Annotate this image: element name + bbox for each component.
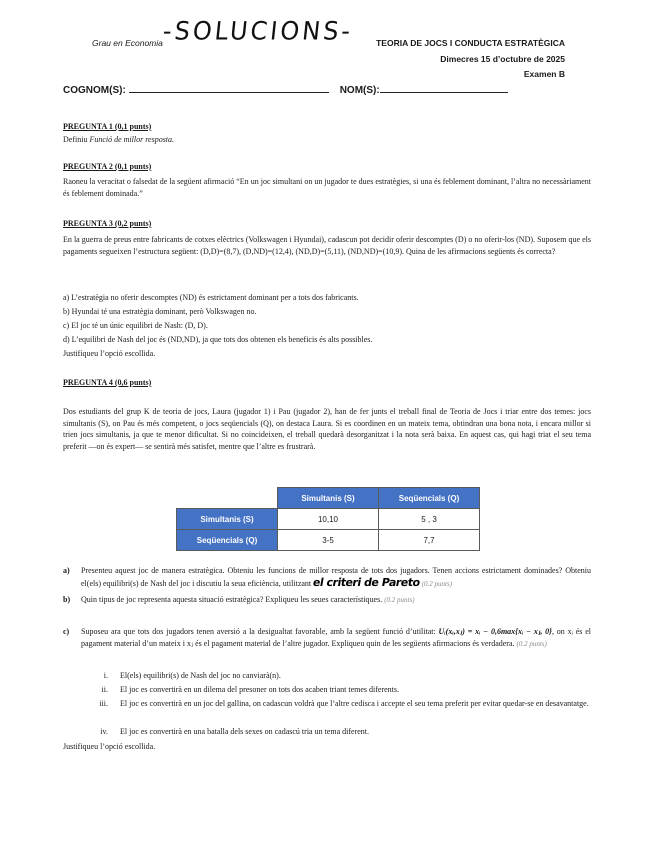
- question-2-title: PREGUNTA 2 (0,1 punts): [63, 162, 152, 171]
- question-4a: [63, 565, 591, 590]
- col-header-sequencials: Seqüencials (Q): [379, 488, 480, 509]
- question-4a-points: (0.2 punts): [421, 579, 453, 588]
- table-row: [177, 530, 480, 551]
- question-4-text: Dos estudiants del grup K de teoria de jocs, Laura (jugador 1) i Pau (jugador 2), han de fer junts el treball final de Teoria de Jocs i triar entre dos temes: jocs simultanis (S), on Pau és més competent, o jocs seqüencials (Q), on destaca Laura. Si es coordinen en un mateix tema, obtindran una bona nota, i encara millor si trien jocs simultanis, ja que te menor dificultat. Si no coincideixen, el treball quedarà desorganitzat i la nota serà baixa. En aquest cas, qui hagi triat el seu tema preferit —on és expert— se sentirà més satisfet, mentre que l’altre es frustrarà.: [63, 407, 591, 451]
- payoff-cell-s-q: 5 , 3: [379, 509, 480, 530]
- question-4b-points: (0.2 punts): [384, 596, 415, 604]
- name-field[interactable]: [380, 83, 508, 93]
- subject-title: TEORIA DE JOCS I CONDUCTA ESTRATÈGICA: [376, 38, 565, 48]
- question-1-text: [63, 134, 591, 146]
- payoff-cell-s-s: 10,10: [278, 509, 379, 530]
- question-4a-mark: a): [63, 566, 70, 575]
- question-4c-text-1: Suposeu ara que tots dos jugadors tenen aversió a la desigualtat favorable, amb la següent funció d’utilitat:: [81, 627, 439, 636]
- col-header-simultanis: Simultanis (S): [278, 488, 379, 509]
- option-text: El joc es convertirà en una batalla dels sexes on cadascú tria un tema diferent.: [120, 727, 370, 736]
- question-4c-text-2: , on xᵢ és el pagament material d’un mateix i xⱼ és el pagament material de l’altre jugador. Expliqueu quin de les següents afirmacions és verdadera.: [81, 627, 591, 648]
- handwritten-annotation: el criteri de Pareto: [312, 575, 421, 589]
- question-4b-text: Quin tipus de joc representa aquesta situació estratègica? Expliqueu les seues característiques.: [81, 595, 385, 604]
- question-1-title: PREGUNTA 1 (0,1 punts): [63, 122, 152, 131]
- student-identification: [63, 83, 508, 96]
- surname-field[interactable]: [129, 83, 329, 93]
- surname-label: COGNOM(S):: [63, 85, 126, 96]
- table-corner: [177, 488, 278, 509]
- question-4b: [63, 594, 591, 607]
- utility-formula: Uᵢ(xᵢ,xⱼ) = xᵢ − 0,6max{xᵢ − xⱼ, 0}: [438, 627, 552, 636]
- table-row: [177, 509, 480, 530]
- question-3-justify: Justifiqueu l’opció escollida.: [63, 349, 156, 358]
- payoff-cell-q-q: 7,7: [379, 530, 480, 551]
- exam-version: Examen B: [523, 69, 565, 79]
- course-label: Grau en Economia: [92, 38, 163, 48]
- question-3-title: PREGUNTA 3 (0,2 punts): [63, 219, 152, 228]
- handwritten-title: -SOLUCIONS-: [161, 16, 355, 46]
- question-4c-option-iii: [80, 698, 590, 710]
- question-3-option-b: b) Hyundai té una estratègia dominant, però Volkswagen no.: [63, 307, 257, 316]
- question-2-text: Raoneu la veracitat o falsedat de la següent afirmació “En un joc simultani on un jugador te dues estratègies, si una és feblement dominant, l’altra no necessàriament és feblement dominada.”: [63, 177, 591, 198]
- question-3-option-c: c) El joc té un únic equilibri de Nash: (D, D).: [63, 321, 208, 330]
- exam-date: Dimecres 15 d’octubre de 2025: [440, 54, 565, 64]
- question-4-title: PREGUNTA 4 (0,6 punts): [63, 378, 152, 387]
- payoff-cell-q-s: 3-5: [278, 530, 379, 551]
- question-1-term: Funció de millor resposta.: [89, 135, 175, 144]
- row-header-sequencials: Seqüencials (Q): [177, 530, 278, 551]
- name-label: NOM(S):: [339, 85, 380, 96]
- question-4c-option-i: [80, 670, 590, 682]
- payoff-table: [176, 487, 480, 551]
- question-4b-mark: b): [63, 595, 71, 604]
- option-number: iv.: [100, 727, 108, 736]
- question-4c-option-ii: [80, 684, 590, 696]
- question-4c-points: (0.2 punts): [516, 639, 547, 648]
- row-header-simultanis: Simultanis (S): [177, 509, 278, 530]
- question-4-justify: Justifiqueu l’opció escollida.: [63, 742, 156, 751]
- question-1-prefix: Definiu: [63, 135, 90, 144]
- question-3-option-a: a) L’estratègia no oferir descomptes (ND) és estrictament dominant per a tots dos fabricants.: [63, 293, 359, 302]
- option-text: El(els) equilibri(s) de Nash del joc no canviarà(n).: [120, 671, 281, 680]
- option-number: i.: [103, 671, 108, 680]
- question-4a-text: Presenteu aquest joc de manera estratègica. Obteniu les funcions de millor resposta de tots dos jugadors. Tenen accions estrictament dominades? Obteniu el(els) equilibri(s) de Nash del joc i discutiu la seua eficiència, utilitzant: [81, 566, 591, 588]
- question-4c-mark: c): [63, 627, 70, 636]
- question-4c-option-iv: [80, 726, 590, 738]
- option-text: El joc es convertirà en un dilema del presoner on tots dos acaben triant temes diferents.: [120, 685, 400, 694]
- option-text: El joc es convertirà en un joc del gallina, on cadascun voldrà que l’altre cedisca i accepte el seu tema preferit per evitar quedar-se en desavantatge.: [120, 699, 589, 708]
- option-number: ii.: [101, 685, 108, 694]
- question-3-text: En la guerra de preus entre fabricants de cotxes elèctrics (Volkswagen i Hyundai), cadascun pot decidir oferir descomptes (D) o no oferir-los (ND). Suposem que els pagaments segueixen l’estructura següent: (D,D)=(8,7), (D,ND)=(12,4), (ND,D)=(5,11), (ND,ND)=(10,9). Quina de les afirmacions següents és correcta?: [63, 235, 591, 256]
- question-3-option-d: d) L’equilibri de Nash del joc és (ND,ND), ja que tots dos obtenen els beneficis és alts possibles.: [63, 335, 373, 344]
- option-number: iii.: [99, 699, 108, 708]
- question-4c: [63, 626, 591, 650]
